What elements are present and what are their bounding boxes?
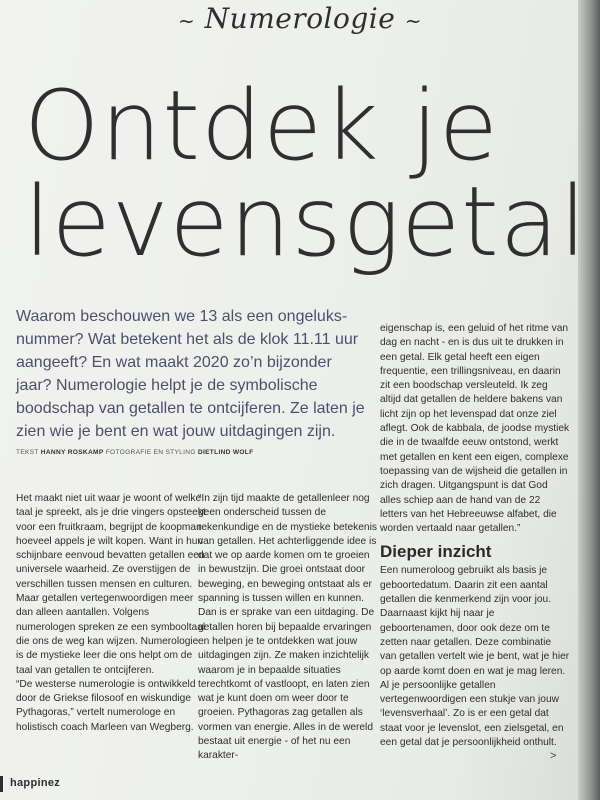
article-credits [16,449,366,456]
footer-brand [6,777,60,789]
body-column-2 [198,492,380,764]
credit-photo-author: DIETLIND WOLF [197,449,254,456]
continue-arrow-icon: > [550,750,557,762]
credit-text-author: HANNY ROSKAMP [40,449,104,456]
footer-bar [0,776,3,792]
credit-text-label: TEKST [16,449,39,456]
column3-paragraph-2: Een numeroloog gebruikt als basis je geboortedatum. Daarin zit een aantal getallen die kenmerkend zijn voor jou. Daarnaast kijkt hij naar je geboortenamen, door ook deze om te zetten naar getallen. Deze combinatie van getallen vertelt wie je bent, wat je hier op aarde komt doen en wat je mag leren. [380,565,570,677]
kicker-label: Numerologie [204,2,396,35]
column1-paragraph-2: “De westerse numerologie is ontwikkeld door de Griekse filosoof en wiskundige Pythagoras,” vertelt numerologe en holistisch coach Marleen van Wegberg. [16,678,196,733]
column2-paragraph-1: “In zijn tijd maakte de getallenleer nog geen onderscheid tussen de rekenkundige en de mystieke betekenis van getallen. Het achterliggende idee is dat we op aarde komen om te groeien in bewustzijn. Die groei ontstaat door beweging, en beweging ontstaat als er spanning is tussen willen en kunnen. Dan is er sprake van een uitdaging. De getallen horen bij bepaalde ervaringen en helpen je te ontdekken wat jouw uitdagingen zijn. Ze maken inzichtelijk waarom je in bepaalde situaties terechtkomt of vastloopt, en laten zien wat je kunt doen om weer door te groeien. Pythagoras zag getallen als vormen van energie. Alles in de wereld bestaat uit energie - of het nu een karakter- [198,493,377,762]
intro-paragraph: Waarom beschouwen we 13 als een ongeluksnummer? Wat betekent het als de klok 11.11 uur aangeeft? En wat maakt 2020 zo’n bijzonder jaar? Numerologie helpt je de symbolische boodschap van getallen te ontcijferen. Ze laten je zien wie je bent en wat jouw uitdagingen zijn. [16,308,365,440]
column3-paragraph-1: eigenschap is, een geluid of het ritme van dag en nacht - en is dus uit te drukken in een getal. Elk getal heeft een eigen frequentie, een trillingsniveau, en daarin zit een boodschap versleuteld. Ik zeg altijd dat getallen de heldere bakens van licht zijn op het levenspad dat onze ziel aflegt. Ook de kabbala, de joodse mystiek die in de twaalfde eeuw ontstond, werkt met getallen en kent een eigen, complexe toepassing van de wijsheid die getallen in zich dragen. Uitgangspunt is dat God alles schiep aan de hand van de 22 letters van het Hebreeuwse alfabet, die worden vertaald naar getallen.” [380,323,570,535]
body-column-1 [16,492,206,735]
article-headline [24,70,588,278]
flourish-left-icon: ~ [177,8,196,33]
column3-paragraph-3: Al je persoonlijke getallen vertegenwoordigen een stukje van jouw ‘levensverhaal’. Zo is er een getal dat staat voor je levenslot, een zielsgetal, en een getal dat je persoonlijkheid onthult. [380,679,564,749]
subheading: Dieper inzicht [380,542,492,562]
brand-name: happinez [10,777,61,789]
headline-line-1: Ontdek je [24,70,499,182]
section-kicker [0,2,600,35]
body-column-3 [380,322,570,750]
flourish-right-icon: ~ [404,8,422,33]
headline-line-2: levensgetal [24,166,588,278]
credit-photo-label: FOTOGRAFIE EN STYLING [105,449,196,456]
column1-paragraph-1: Het maakt niet uit waar je woont of welke taal je spreekt, als je drie vingers opsteekt voor een fruitkraam, begrijpt de koopman hoeveel appels je wilt kopen. Want in hun schijnbare eenvoud bevatten getallen een universele waarheid. Ze overstijgen de verschillen tussen mensen en culturen. Maar getallen vertegenwoordigen meer dan alleen aantallen. Volgens numerologen spreken ze een symbooltaal die ons de weg kan wijzen. Numerologie is de mystieke leer die ons helpt om de taal van getallen te ontcijferen. [16,493,206,676]
